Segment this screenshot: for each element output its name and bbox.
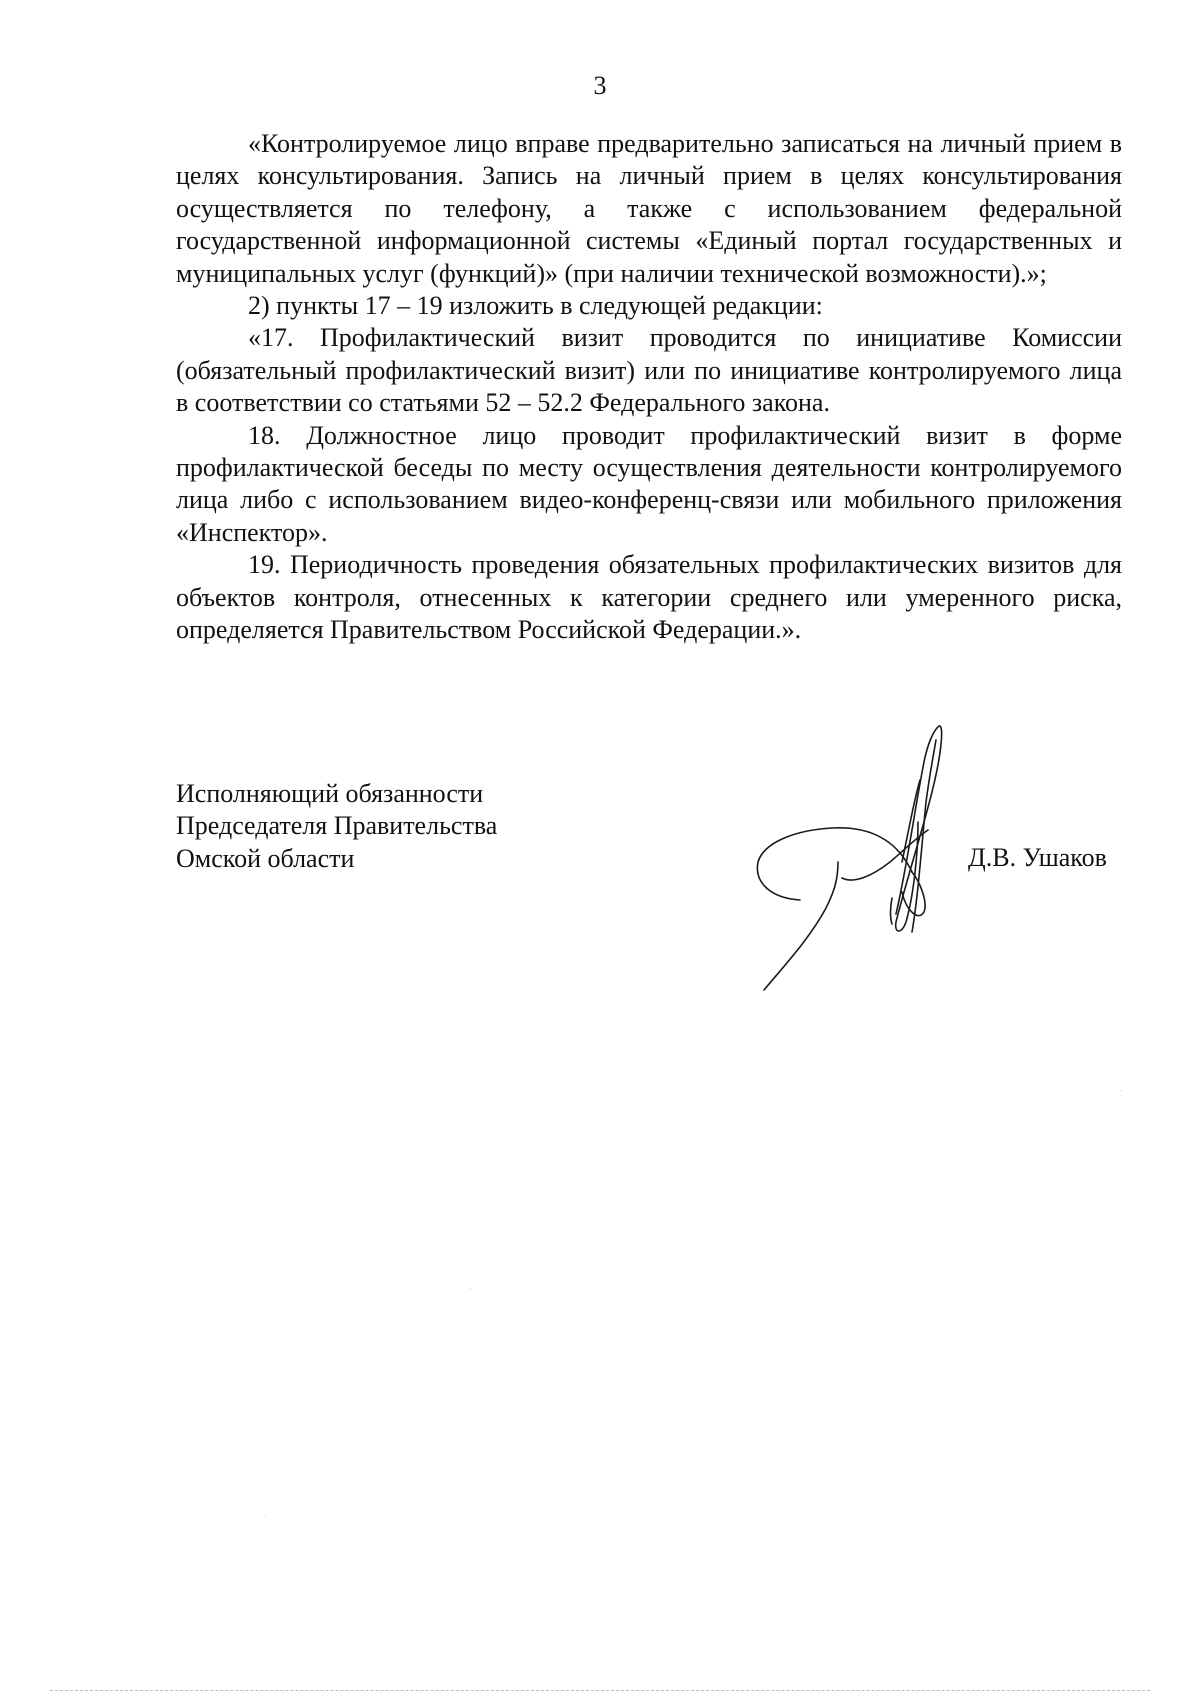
paragraph-consultation: «Контролируемое лицо вправе предварительно записаться на личный прием в целях консультирования. Запись на личный прием в целях консультирования осуществляется по телефону, а также с использованием федеральной государственной информационной системы «Единый портал государственных и муниципальных услуг (функций)» (при наличии технической возможности).»; bbox=[176, 129, 1122, 288]
document-body bbox=[176, 128, 1122, 647]
signatory-name: Д.В. Ушаков bbox=[968, 843, 1107, 872]
scan-edge-line bbox=[50, 1690, 1150, 1691]
paragraph-item-17: «17. Профилактический визит проводится по инициативе Комиссии (обязательный профилактический визит) или по инициативе контролируемого лица в соответствии со статьями 52 – 52.2 Федерального закона. bbox=[176, 323, 1122, 418]
page-number: 3 bbox=[593, 71, 607, 100]
signatory-position-line: Исполняющий обязанности bbox=[176, 779, 484, 808]
scan-speck bbox=[1120, 1090, 1121, 1091]
signatory-position-line: Председателя Правительства bbox=[176, 811, 498, 841]
paragraph-amendment-intro: 2) пункты 17 – 19 изложить в следующей редакции: bbox=[248, 291, 823, 321]
paragraph-item-18: 18. Должностное лицо проводит профилактический визит в форме профилактической беседы по месту осуществления деятельности контролируемого лица либо с использованием видео-конференц-связи или мобильного приложения «Инспектор». bbox=[176, 420, 1122, 547]
handwritten-signature-icon bbox=[756, 722, 996, 1000]
paragraph-item-19: 19. Периодичность проведения обязательных профилактических визитов для объектов контроля, отнесенных к категории среднего или умеренного риска, определяется Правительством Российской Федерации.». bbox=[176, 550, 1122, 645]
signatory-position bbox=[176, 778, 497, 875]
signatory-position-line: Омской области bbox=[176, 843, 355, 873]
scan-speck bbox=[470, 1288, 471, 1289]
scan-speck bbox=[265, 1515, 266, 1516]
